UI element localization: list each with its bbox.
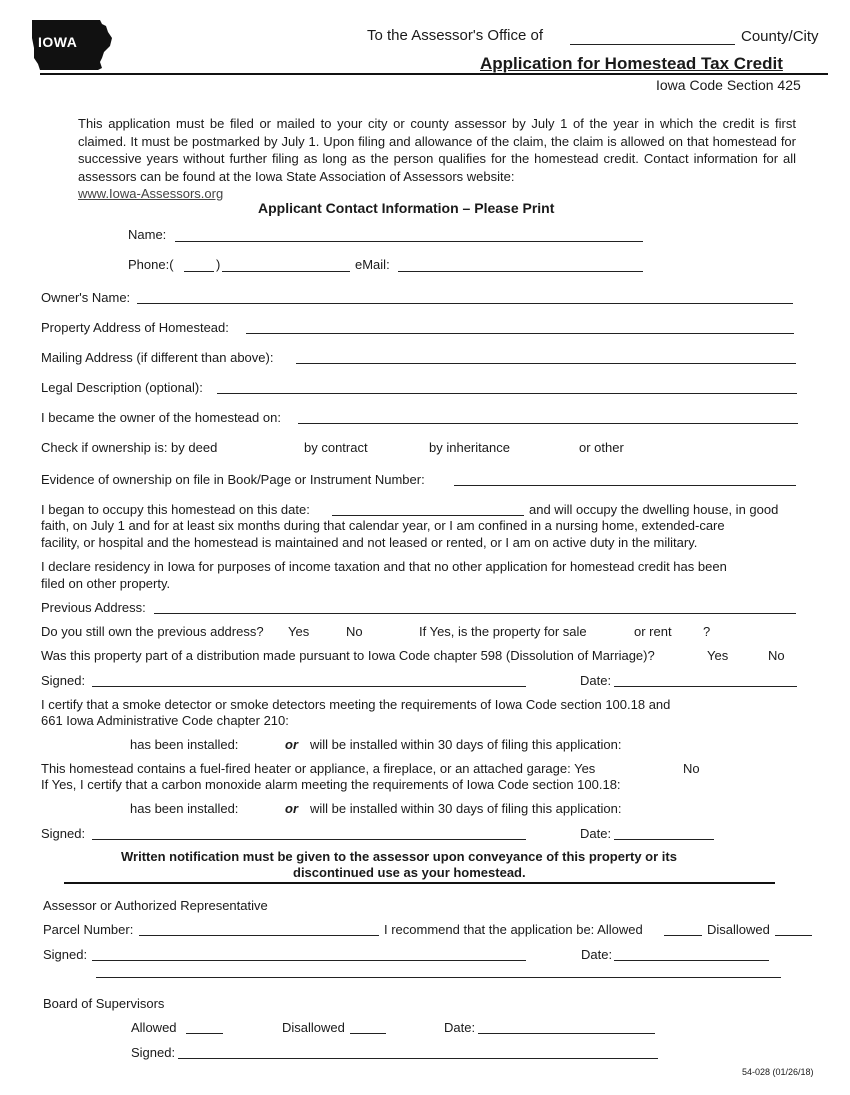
owners-name-field[interactable] [137, 287, 793, 304]
date-label-2: Date: [580, 826, 612, 841]
name-label: Name: [128, 227, 167, 242]
signed-label-3: Signed: [43, 947, 88, 962]
county-city-label: County/City [741, 28, 819, 45]
co-installed-option[interactable]: has been installed: [130, 801, 239, 816]
board-date-field[interactable] [478, 1017, 655, 1034]
for-sale-option[interactable]: If Yes, is the property for sale [419, 624, 587, 639]
co-or: or [285, 801, 298, 816]
board-allowed-label: Allowed [131, 1020, 177, 1035]
smoke-installed-option[interactable]: has been installed: [130, 737, 239, 752]
became-owner-field[interactable] [298, 407, 798, 424]
signed-label-1: Signed: [41, 673, 86, 688]
assessor-heading: Assessor or Authorized Representative [43, 898, 268, 913]
occupy-date-label: I began to occupy this homestead on this date: [41, 502, 310, 517]
parcel-number-field[interactable] [139, 919, 379, 936]
notice-line1: Written notification must be given to the assessor upon conveyance of this property or its [121, 849, 677, 864]
still-own-question: Do you still own the previous address? [41, 624, 264, 639]
mailing-address-label: Mailing Address (if different than above): [41, 350, 274, 365]
recommend-disallowed-field[interactable] [775, 919, 812, 936]
board-signature-field[interactable] [178, 1042, 658, 1059]
residency-line2: filed on other property. [41, 576, 171, 591]
board-disallowed-field[interactable] [350, 1017, 386, 1034]
occupy-text-end: and will occupy the dwelling house, in good [529, 502, 779, 517]
email-label: eMail: [355, 257, 390, 272]
ownership-or-other[interactable]: or other [579, 440, 624, 455]
previous-address-field[interactable] [154, 597, 796, 614]
intro-text: This application must be filed or mailed to your city or county assessor by July 1 of the year in which the credit is first claimed. It must be postmarked by July 1. Upon filing and allowance of the claim, the claim is allowed on that homestead for successive years without further filing as long as the person qualifies for the homestead credit. Contact information for all assessors can be found at the Iowa State Association of Assessors website: [78, 116, 796, 184]
signature-field-2[interactable] [92, 823, 526, 840]
occupy-text-line3: facility, or hospital and the homestead is maintained and not leased or rented, or I am on active duty in the military. [41, 535, 698, 550]
assessors-website-link[interactable]: www.Iowa-Assessors.org [78, 186, 224, 201]
ownership-by-contract[interactable]: by contract [304, 440, 368, 455]
co-will-install-option[interactable]: will be installed within 30 days of filing this application: [310, 801, 622, 816]
board-signed-label: Signed: [131, 1045, 176, 1060]
board-allowed-field[interactable] [186, 1017, 223, 1034]
became-owner-label: I became the owner of the homestead on: [41, 410, 281, 425]
property-address-field[interactable] [246, 317, 794, 334]
phone-number-field[interactable] [222, 255, 350, 272]
smoke-certify-line1: I certify that a smoke detector or smoke detectors meeting the requirements of Iowa Code section 100.18 and [41, 697, 671, 712]
header-rule [40, 73, 828, 75]
board-date-label: Date: [444, 1020, 476, 1035]
co-certify-line2: If Yes, I certify that a carbon monoxide alarm meeting the requirements of Iowa Code section 100.18: [41, 777, 621, 792]
for-rent-option[interactable]: or rent [634, 624, 672, 639]
distribution-yes[interactable]: Yes [707, 648, 729, 663]
phone-area-code-field[interactable] [184, 255, 214, 272]
distribution-no[interactable]: No [768, 648, 785, 663]
email-field[interactable] [398, 255, 643, 272]
date-label-3: Date: [581, 947, 613, 962]
intro-paragraph [78, 115, 796, 203]
to-assessor-label: To the Assessor's Office of [367, 27, 544, 44]
recommend-allowed-field[interactable] [664, 919, 702, 936]
assessor-signature-field[interactable] [92, 944, 526, 961]
owners-name-label: Owner's Name: [41, 290, 131, 305]
smoke-or: or [285, 737, 298, 752]
co-no-option[interactable]: No [683, 761, 700, 776]
property-address-label: Property Address of Homestead: [41, 320, 229, 335]
rent-question-mark: ? [703, 624, 711, 639]
evidence-field[interactable] [454, 469, 796, 486]
board-disallowed-label: Disallowed [282, 1020, 345, 1035]
residency-line1: I declare residency in Iowa for purposes of income taxation and that no other application for homestead credit has been [41, 559, 727, 574]
legal-description-label: Legal Description (optional): [41, 380, 203, 395]
still-own-yes[interactable]: Yes [288, 624, 310, 639]
date-label-1: Date: [580, 673, 612, 688]
occupy-text-line2: faith, on July 1 and for at least six months during that calendar year, or I am confined in a nursing home, extended-care [41, 518, 725, 533]
signed-label-2: Signed: [41, 826, 86, 841]
occupy-date-field[interactable] [332, 499, 524, 516]
co-question-line1: This homestead contains a fuel-fired heater or appliance, a fireplace, or an attached garage: Yes [41, 761, 596, 776]
date-field-2[interactable] [614, 823, 714, 840]
contact-heading: Applicant Contact Information – Please Print [258, 200, 555, 216]
previous-address-label: Previous Address: [41, 600, 146, 615]
notice-rule [64, 882, 775, 884]
notice-line2: discontinued use as your homestead. [293, 865, 526, 880]
assessor-rule [96, 977, 781, 978]
distribution-question: Was this property part of a distribution made pursuant to Iowa Code chapter 598 (Dissolution of Marriage)? [41, 648, 655, 663]
date-field-1[interactable] [614, 670, 797, 687]
evidence-label: Evidence of ownership on file in Book/Page or Instrument Number: [41, 472, 425, 487]
logo-text: IOWA [38, 34, 78, 50]
parcel-number-label: Parcel Number: [43, 922, 134, 937]
county-city-field[interactable] [570, 28, 735, 45]
legal-description-field[interactable] [217, 377, 797, 394]
assessor-date-field[interactable] [614, 944, 769, 961]
code-section: Iowa Code Section 425 [656, 77, 801, 93]
form-title: Application for Homestead Tax Credit [480, 54, 783, 73]
form-number: 54-028 (01/26/18) [742, 1067, 814, 1077]
ownership-by-inheritance[interactable]: by inheritance [429, 440, 510, 455]
smoke-will-install-option[interactable]: will be installed within 30 days of filing this application: [310, 737, 622, 752]
still-own-no[interactable]: No [346, 624, 363, 639]
board-heading: Board of Supervisors [43, 996, 165, 1011]
phone-label: Phone:( [128, 257, 174, 272]
name-field[interactable] [175, 225, 643, 242]
smoke-certify-line2: 661 Iowa Administrative Code chapter 210: [41, 713, 289, 728]
ownership-by-deed[interactable]: Check if ownership is: by deed [41, 440, 218, 455]
signature-field-1[interactable] [92, 670, 526, 687]
recommend-disallowed-label: Disallowed [707, 922, 770, 937]
mailing-address-field[interactable] [296, 347, 796, 364]
recommend-allowed-label: I recommend that the application be: Allowed [384, 922, 643, 937]
phone-close-paren: ) [216, 257, 221, 272]
